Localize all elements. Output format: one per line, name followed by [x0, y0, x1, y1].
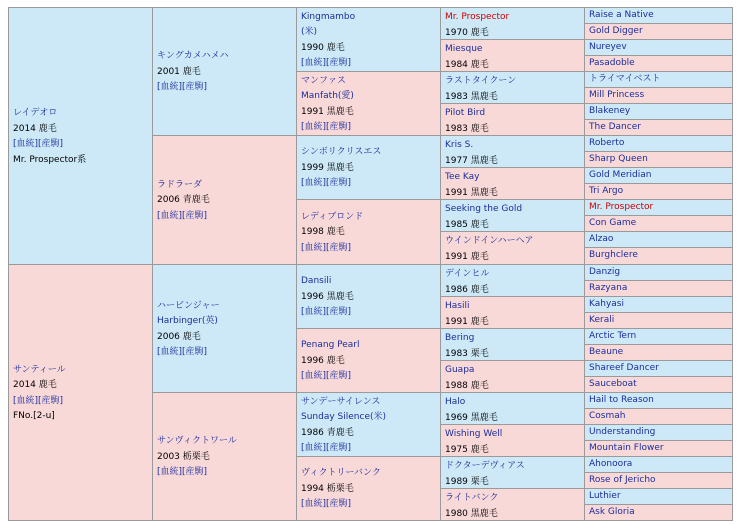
pedigree-cell-gen4: [440, 328, 585, 361]
horse-year-color: 1983 鹿毛: [445, 123, 489, 134]
horse-name-link[interactable]: Mr. Prospector: [589, 201, 654, 212]
pedigree-cell-gen5: [584, 472, 733, 489]
horse-name-link[interactable]: Gold Meridian: [589, 169, 652, 180]
pedigree-cell-gen5: [584, 151, 733, 168]
horse-info: [445, 42, 580, 72]
horse-name-link[interactable]: トライマイベスト: [589, 73, 661, 84]
horse-name-link[interactable]: Kahyasi: [589, 298, 624, 309]
pedigree-cell-gen1: [8, 7, 153, 265]
horse-year-color: 2001 鹿毛: [157, 66, 201, 77]
horse-info: [301, 395, 386, 457]
pedigree-cell-gen5: [584, 488, 733, 505]
pedigree-cell-gen3: [296, 199, 441, 265]
pedigree-cell-gen3: [296, 264, 441, 329]
horse-info: [445, 234, 580, 265]
horse-info: [301, 210, 363, 257]
horse-year-color: 1999 黒鹿毛: [301, 162, 354, 173]
horse-year-color: 1998 鹿毛: [301, 227, 345, 238]
pedigree-cell-gen5: [584, 504, 733, 521]
horse-name-link[interactable]: サンヴィクトワール: [157, 436, 237, 447]
horse-name-link[interactable]: Burghclere: [589, 250, 638, 261]
pedigree-cell-gen3: [296, 71, 441, 136]
horse-info: [157, 434, 237, 481]
horse-name-link[interactable]: Beaune: [589, 346, 624, 357]
horse-info: [445, 138, 580, 168]
pedigree-cell-gen4: [440, 135, 585, 168]
pedigree-cell-gen4: [440, 424, 585, 457]
sire-line-note: FNo.[2-u]: [13, 411, 55, 421]
pedigree-cell-gen5: [584, 360, 733, 377]
horse-name-link[interactable]: Razyana: [589, 282, 628, 293]
horse-name-link[interactable]: Rose of Jericho: [589, 474, 656, 485]
horse-info: [301, 274, 354, 321]
pedigree-cell-gen5: [584, 247, 733, 265]
horse-name-link[interactable]: Mr. Prospector: [445, 12, 510, 22]
horse-name-link[interactable]: Pilot Bird: [445, 108, 486, 118]
pedigree-cell-gen5: [584, 183, 733, 200]
horse-name-link[interactable]: Tri Argo: [589, 185, 624, 196]
pedigree-offspring-links[interactable]: [血統][産駒]: [301, 443, 352, 453]
horse-name-link[interactable]: Dansili: [301, 276, 332, 287]
horse-name-link[interactable]: Raise a Native: [589, 9, 654, 20]
horse-info: [445, 10, 580, 40]
pedigree-cell-gen5: [584, 424, 733, 441]
horse-name-link[interactable]: Miesque: [445, 44, 483, 54]
horse-info: [13, 363, 66, 425]
horse-name-link[interactable]: The Dancer: [589, 121, 641, 132]
horse-name-link[interactable]: レディブロンド: [301, 211, 364, 222]
horse-alt-name: (米): [301, 27, 318, 37]
horse-year-color: 1996 鹿毛: [301, 355, 345, 366]
horse-name-link[interactable]: サンデーサイレンス: [301, 396, 381, 407]
pedigree-cell-gen5: [584, 167, 733, 184]
pedigree-cell-gen3: [296, 392, 441, 457]
horse-year-color: 1996 黒鹿毛: [301, 291, 354, 302]
horse-info: [301, 466, 381, 513]
horse-info: [445, 459, 580, 489]
horse-year-color: 1977 黒鹿毛: [445, 155, 498, 166]
horse-name-link[interactable]: Cosmah: [589, 410, 626, 421]
horse-name-link[interactable]: Con Game: [589, 217, 637, 228]
horse-name-link[interactable]: Understanding: [589, 426, 656, 437]
pedigree-cell-gen4: [440, 296, 585, 329]
pedigree-cell-gen5: [584, 215, 733, 232]
pedigree-offspring-links[interactable]: [血統][産駒]: [157, 82, 208, 93]
horse-year-color: 1988 鹿毛: [445, 380, 489, 391]
horse-name-link[interactable]: Seeking the Gold: [445, 204, 523, 214]
horse-year-color: 1991 黒鹿毛: [445, 187, 498, 198]
pedigree-cell-gen4: [440, 488, 585, 521]
horse-name-link[interactable]: Blakeney: [589, 105, 631, 116]
pedigree-cell-gen5: [584, 231, 733, 248]
horse-info: [445, 491, 580, 521]
horse-info: [445, 299, 580, 329]
pedigree-cell-gen5: [584, 199, 733, 216]
pedigree-cell-gen5: [584, 392, 733, 409]
horse-name-link[interactable]: Hasili: [445, 301, 470, 311]
horse-name-link[interactable]: Penang Pearl: [301, 340, 360, 351]
pedigree-cell-gen3: [296, 328, 441, 393]
pedigree-offspring-links[interactable]: [血統][産駒]: [301, 122, 352, 132]
pedigree-offspring-links[interactable]: [血統][産駒]: [13, 395, 64, 406]
horse-name-link[interactable]: ライトバンク: [445, 493, 499, 503]
horse-name-link[interactable]: Bering: [445, 333, 475, 343]
pedigree-cell-gen5: [584, 87, 733, 104]
horse-name-link[interactable]: ハービンジャー: [157, 300, 220, 311]
horse-name-link[interactable]: Roberto: [589, 137, 625, 148]
horse-name-link[interactable]: レイデオロ: [13, 108, 58, 118]
pedigree-cell-gen5: [584, 119, 733, 136]
pedigree-cell-gen2: [152, 7, 297, 136]
pedigree-cell-gen4: [440, 71, 585, 104]
horse-name-link[interactable]: Ahonoora: [589, 458, 633, 469]
pedigree-cell-gen4: [440, 392, 585, 425]
pedigree-cell-gen3: [296, 135, 441, 200]
pedigree-offspring-links[interactable]: [血統][産駒]: [301, 178, 352, 189]
horse-name-link[interactable]: Kingmambo: [301, 11, 356, 22]
pedigree-cell-gen5: [584, 456, 733, 473]
pedigree-cell-gen5: [584, 264, 733, 281]
horse-alt-name: Sunday Silence(米): [301, 412, 386, 422]
pedigree-offspring-links[interactable]: [血統][産駒]: [157, 347, 208, 357]
pedigree-offspring-links[interactable]: [血統][産駒]: [13, 139, 64, 149]
pedigree-cell-gen2: [152, 264, 297, 393]
horse-info: [445, 106, 580, 136]
horse-name-link[interactable]: Mill Princess: [589, 89, 645, 100]
pedigree-cell-gen5: [584, 135, 733, 152]
horse-name-link[interactable]: ラドラーダ: [157, 179, 203, 190]
horse-name-link[interactable]: ドクターデヴィアス: [445, 461, 525, 471]
pedigree-cell-gen5: [584, 312, 733, 329]
horse-info: [301, 10, 355, 72]
horse-year-color: 1994 栃栗毛: [301, 483, 354, 494]
horse-info: [445, 395, 580, 425]
horse-year-color: 1986 青鹿毛: [301, 427, 354, 438]
horse-year-color: 1975 鹿毛: [445, 444, 489, 455]
pedigree-cell-gen5: [584, 344, 733, 361]
horse-name-link[interactable]: マンファス: [301, 75, 346, 86]
pedigree-cell-gen5: [584, 440, 733, 457]
pedigree-cell-gen5: [584, 55, 733, 72]
pedigree-offspring-links[interactable]: [血統][産駒]: [301, 371, 352, 382]
horse-year-color: 1990 鹿毛: [301, 42, 345, 53]
horse-info: [445, 267, 580, 297]
horse-info: [301, 74, 354, 136]
horse-alt-name: Harbinger(英): [157, 316, 218, 326]
horse-year-color: 2006 青鹿毛: [157, 195, 210, 206]
pedigree-offspring-links[interactable]: [血統][産駒]: [157, 467, 208, 478]
horse-name-link[interactable]: ウインドインハーヘア: [445, 236, 534, 246]
horse-year-color: 1991 黒鹿毛: [301, 106, 354, 117]
horse-name-link[interactable]: Hail to Reason: [589, 394, 654, 405]
sire-line-note: Mr. Prospector系: [13, 154, 87, 165]
horse-name-link[interactable]: Danzig: [589, 266, 621, 277]
pedigree-cell-gen5: [584, 23, 733, 40]
horse-year-color: 2014 鹿毛: [13, 123, 57, 134]
pedigree-cell-gen5: [584, 71, 733, 88]
horse-year-color: 1980 黒鹿毛: [445, 508, 498, 519]
pedigree-offspring-links[interactable]: [血統][産駒]: [301, 499, 352, 510]
horse-name-link[interactable]: Kerali: [589, 314, 615, 325]
horse-name-link[interactable]: Tee Kay: [445, 172, 480, 182]
pedigree-cell-gen1: [8, 264, 153, 521]
horse-name-link[interactable]: Sauceboat: [589, 378, 637, 389]
horse-year-color: 1983 黒鹿毛: [445, 91, 498, 102]
horse-alt-name: Manfath(愛): [301, 91, 354, 101]
horse-info: [157, 178, 210, 225]
horse-name-link[interactable]: Alzao: [589, 233, 614, 244]
horse-name-link[interactable]: Pasadoble: [589, 57, 635, 68]
horse-year-color: 2014 鹿毛: [13, 380, 57, 390]
horse-info: [445, 427, 580, 457]
pedigree-cell-gen4: [440, 199, 585, 232]
horse-info: [157, 49, 229, 96]
pedigree-cell-gen5: [584, 296, 733, 313]
horse-name-link[interactable]: Gold Digger: [589, 25, 643, 36]
pedigree-cell-gen4: [440, 231, 585, 265]
horse-name-link[interactable]: Guapa: [445, 365, 475, 375]
horse-year-color: 1985 鹿毛: [445, 219, 489, 230]
pedigree-cell-gen5: [584, 408, 733, 425]
pedigree-cell-gen4: [440, 103, 585, 136]
horse-year-color: 1984 鹿毛: [445, 59, 489, 70]
horse-name-link[interactable]: Mountain Flower: [589, 442, 664, 453]
pedigree-cell-gen4: [440, 264, 585, 297]
horse-year-color: 1969 黒鹿毛: [445, 412, 498, 423]
horse-info: [157, 299, 220, 361]
horse-info: [13, 106, 86, 168]
horse-name-link[interactable]: Luthier: [589, 490, 621, 501]
horse-name-link[interactable]: Wishing Well: [445, 429, 503, 439]
horse-name-link[interactable]: ヴィクトリーバンク: [301, 468, 381, 479]
horse-name-link[interactable]: キングカメハメハ: [157, 51, 229, 62]
horse-year-color: 1986 鹿毛: [445, 284, 489, 295]
horse-info: [445, 202, 580, 232]
horse-name-link[interactable]: Arctic Tern: [589, 330, 637, 341]
pedigree-offspring-links[interactable]: [血統][産駒]: [157, 210, 208, 221]
horse-info: [445, 170, 580, 200]
horse-name-link[interactable]: シンボリクリスエス: [301, 147, 382, 158]
horse-year-color: 1983 栗毛: [445, 348, 489, 359]
horse-info: [445, 74, 580, 104]
horse-year-color: 2003 栃栗毛: [157, 451, 210, 462]
horse-info: [301, 145, 381, 192]
horse-year-color: 1991 鹿毛: [445, 251, 489, 262]
pedigree-cell-gen4: [440, 360, 585, 393]
pedigree-offspring-links[interactable]: [血統][産駒]: [301, 58, 352, 68]
pedigree-cell-gen3: [296, 456, 441, 521]
pedigree-cell-gen2: [152, 392, 297, 521]
horse-year-color: 1970 鹿毛: [445, 27, 489, 38]
pedigree-cell-gen5: [584, 328, 733, 345]
pedigree-cell-gen4: [440, 167, 585, 200]
horse-name-link[interactable]: ラストタイクーン: [445, 76, 517, 86]
pedigree-cell-gen5: [584, 103, 733, 120]
horse-name-link[interactable]: デインヒル: [445, 269, 490, 279]
horse-year-color: 1989 栗毛: [445, 476, 489, 487]
pedigree-cell-gen5: [584, 7, 733, 24]
horse-name-link[interactable]: Halo: [445, 397, 466, 407]
pedigree-cell-gen5: [584, 376, 733, 393]
pedigree-cell-gen3: [296, 7, 441, 72]
horse-info: [301, 338, 360, 385]
horse-name-link[interactable]: Kris S.: [445, 140, 474, 150]
pedigree-offspring-links[interactable]: [血統][産駒]: [301, 307, 352, 318]
horse-name-link[interactable]: Sharp Queen: [589, 153, 648, 164]
horse-info: [445, 331, 580, 361]
pedigree-cell-gen2: [152, 135, 297, 265]
pedigree-cell-gen5: [584, 39, 733, 56]
pedigree-cell-gen4: [440, 7, 585, 40]
horse-name-link[interactable]: サンティール: [13, 364, 66, 375]
horse-year-color: 2006 鹿毛: [157, 331, 201, 342]
horse-name-link[interactable]: Ask Gloria: [589, 506, 635, 517]
horse-name-link[interactable]: Nureyev: [589, 41, 627, 52]
horse-name-link[interactable]: Shareef Dancer: [589, 362, 659, 373]
pedigree-cell-gen4: [440, 39, 585, 72]
pedigree-offspring-links[interactable]: [血統][産駒]: [301, 242, 352, 253]
pedigree-table: [8, 7, 732, 520]
pedigree-cell-gen4: [440, 456, 585, 489]
horse-info: [445, 363, 580, 393]
horse-year-color: 1991 鹿毛: [445, 316, 489, 327]
pedigree-cell-gen5: [584, 280, 733, 297]
